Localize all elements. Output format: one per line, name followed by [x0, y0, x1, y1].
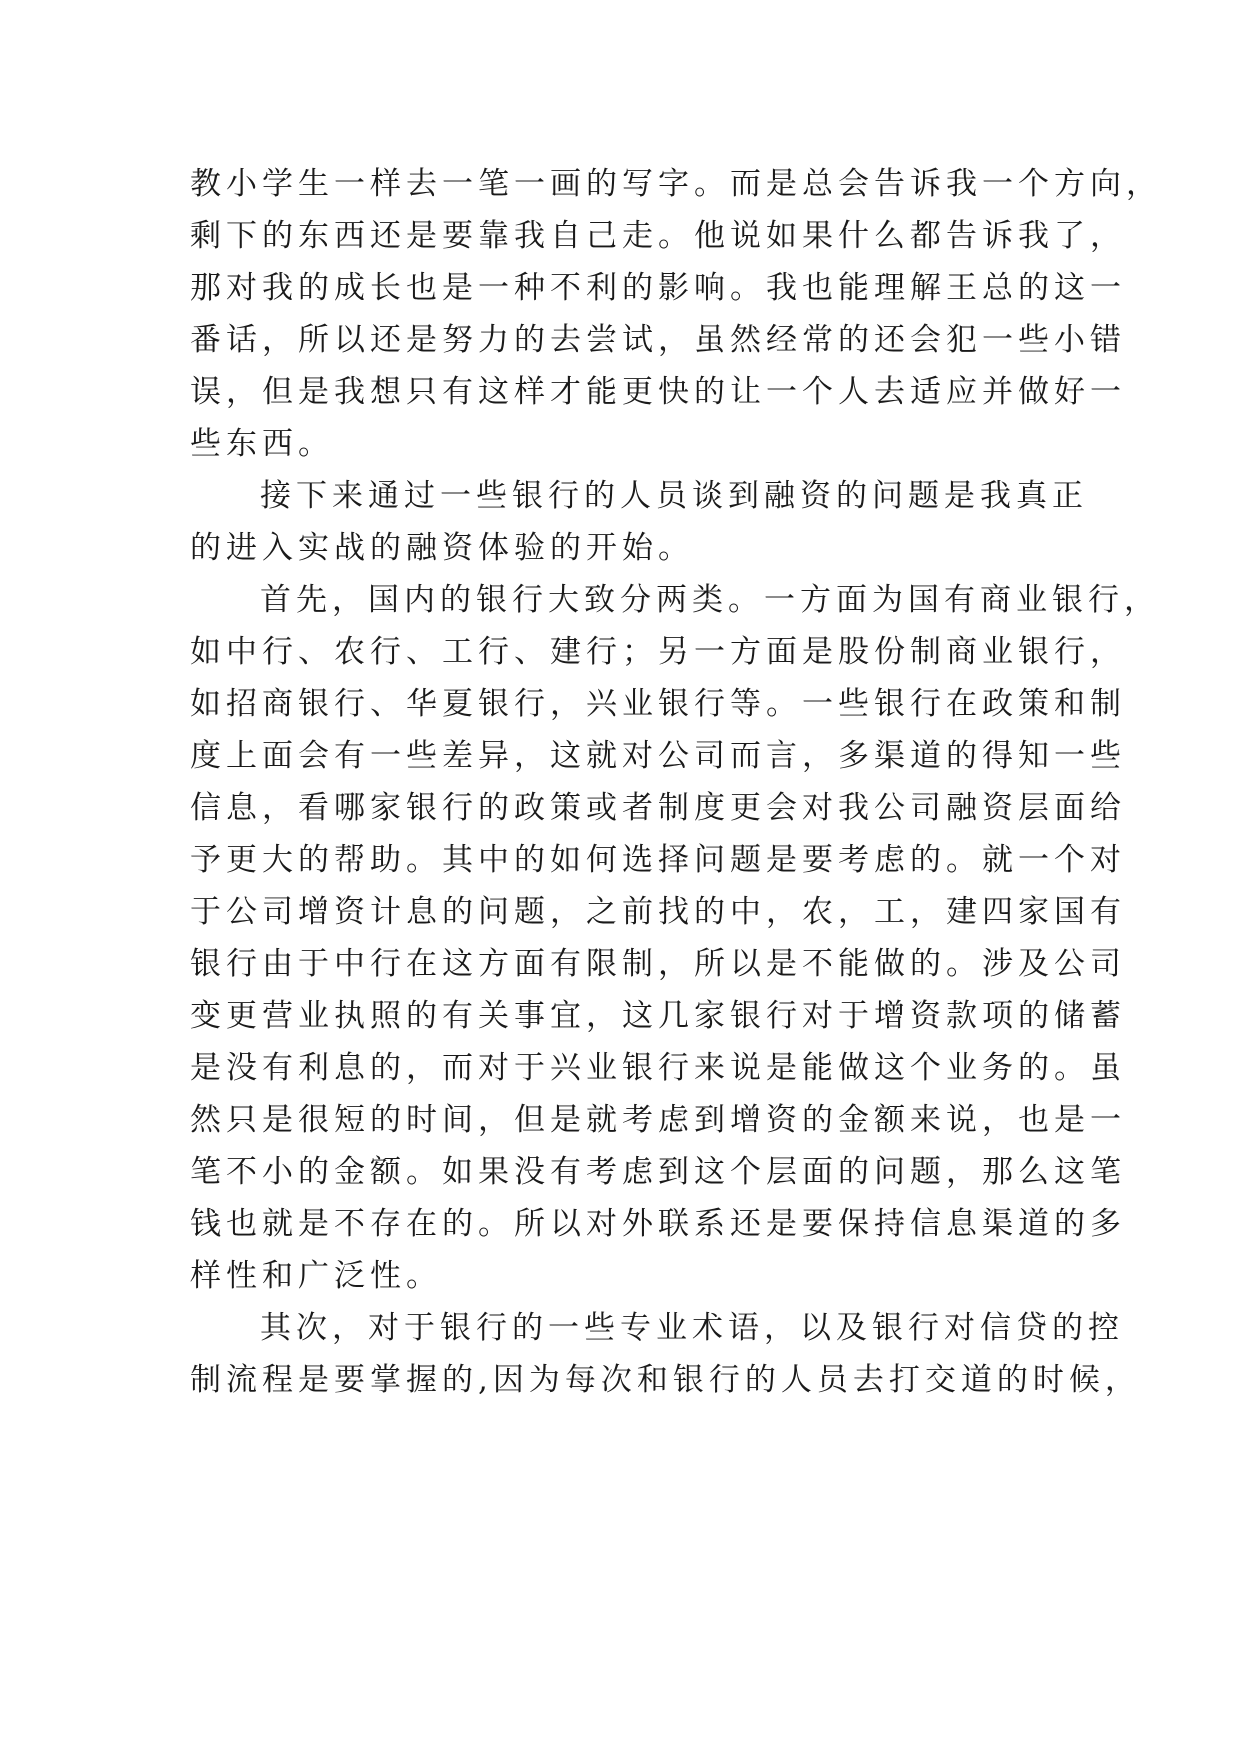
- paragraph-start-line: 其次，对于银行的一些专业术语，以及银行对信贷的控: [260, 1310, 1124, 1346]
- text-line: 变更营业执照的有关事宜，这几家银行对于增资款项的储蓄: [190, 998, 1126, 1034]
- text-line: 剩下的东西还是要靠我自己走。他说如果什么都告诉我了，: [190, 218, 1126, 254]
- text-line: 然只是很短的时间，但是就考虑到增资的金额来说，也是一: [190, 1102, 1126, 1138]
- text-line: 予更大的帮助。其中的如何选择问题是要考虑的。就一个对: [190, 842, 1126, 878]
- text-line: 银行由于中行在这方面有限制，所以是不能做的。涉及公司: [190, 946, 1126, 982]
- text-line: 度上面会有一些差异，这就对公司而言，多渠道的得知一些: [190, 738, 1126, 774]
- text-line: 样性和广泛性。: [190, 1258, 442, 1294]
- text-line: 于公司增资计息的问题，之前找的中，农，工，建四家国有: [190, 894, 1126, 930]
- text-line: 如招商银行、华夏银行，兴业银行等。一些银行在政策和制: [190, 686, 1126, 722]
- text-line: 的进入实战的融资体验的开始。: [190, 530, 694, 566]
- paragraph-start-line: 首先，国内的银行大致分两类。一方面为国有商业银行，: [260, 582, 1160, 618]
- text-line: 些东西。: [190, 426, 334, 462]
- paragraph-start-line: 接下来通过一些银行的人员谈到融资的问题是我真正: [260, 478, 1088, 514]
- text-line: 那对我的成长也是一种不利的影响。我也能理解王总的这一: [190, 270, 1126, 306]
- text-line: 信息，看哪家银行的政策或者制度更会对我公司融资层面给: [190, 790, 1126, 826]
- text-line: 番话，所以还是努力的去尝试，虽然经常的还会犯一些小错: [190, 322, 1126, 358]
- text-line: 钱也就是不存在的。所以对外联系还是要保持信息渠道的多: [190, 1206, 1126, 1242]
- text-line: 是没有利息的，而对于兴业银行来说是能做这个业务的。虽: [190, 1050, 1126, 1086]
- body-text: [190, 158, 1162, 1406]
- text-line: 教小学生一样去一笔一画的写字。而是总会告诉我一个方向，: [190, 166, 1162, 202]
- text-line: 笔不小的金额。如果没有考虑到这个层面的问题，那么这笔: [190, 1154, 1126, 1190]
- text-line: 制流程是要掌握的,因为每次和银行的人员去打交道的时候，: [190, 1362, 1141, 1398]
- text-line: 如中行、农行、工行、建行；另一方面是股份制商业银行，: [190, 634, 1126, 670]
- text-line: 误，但是我想只有这样才能更快的让一个人去适应并做好一: [190, 374, 1126, 410]
